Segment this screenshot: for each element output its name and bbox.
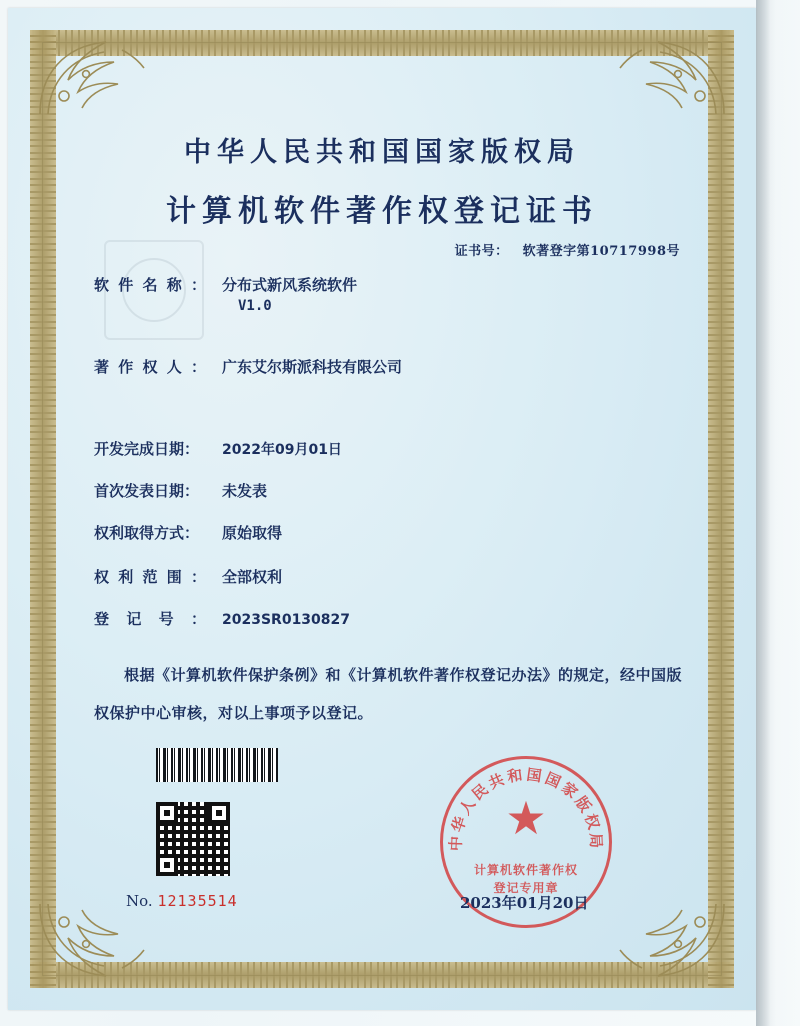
field-value: 未发表 — [222, 482, 268, 500]
field-label: 首次发表日期： — [94, 482, 200, 500]
field-label: 开发完成日期： — [94, 440, 200, 458]
seal-line-1: 计算机软件著作权 — [473, 863, 578, 877]
corner-flourish-icon — [34, 898, 154, 984]
field-software-version — [238, 296, 638, 314]
field-label: 权利取得方式： — [94, 524, 200, 542]
field-software-name — [94, 274, 694, 295]
serial-label: No. — [126, 892, 153, 910]
field-acquisition-method — [94, 522, 694, 543]
field-value: 分布式新风系统软件 — [222, 276, 358, 294]
certificate-number — [455, 240, 680, 259]
field-label: 著作权人： — [94, 358, 206, 376]
qr-finder-icon — [156, 802, 178, 824]
field-rights-scope — [94, 566, 694, 587]
field-value: 全部权利 — [222, 568, 283, 586]
field-registration-number — [94, 608, 694, 629]
corner-flourish-icon — [610, 34, 730, 120]
qr-finder-icon — [208, 802, 230, 824]
barcode — [156, 748, 278, 782]
field-value: 2022年09月01日 — [222, 442, 342, 458]
field-value: 广东艾尔斯派科技有限公司 — [222, 358, 403, 376]
field-development-date — [94, 438, 694, 459]
inner-frame-line — [42, 42, 722, 976]
statement-paragraph: 根据《计算机软件保护条例》和《计算机软件著作权登记办法》的规定，经中国版权保护中心审核，对以上事项予以登记。 — [94, 666, 683, 722]
serial-value: 12135514 — [157, 892, 238, 910]
field-value: 2023SR0130827 — [222, 612, 351, 628]
issuer-title: 中华人民共和国国家版权局 — [184, 137, 580, 168]
issue-date: 2023年01月20日 — [460, 894, 589, 912]
corner-flourish-icon — [34, 34, 154, 120]
seal-line-2: 登记专用章 — [493, 881, 559, 895]
official-seal: 中华人民共和国国家版权局 ★ 计算机软件著作权 登记专用章 — [440, 756, 612, 928]
field-value: 原始取得 — [222, 524, 283, 542]
serial-number — [126, 892, 238, 910]
qr-finder-icon — [156, 854, 178, 876]
field-label: 软件名称： — [94, 276, 206, 294]
field-label: 登记号： — [94, 610, 206, 628]
corner-flourish-icon — [610, 898, 730, 984]
svg-text:中华人民共和国国家版权局: 中华人民共和国国家版权局 — [446, 765, 606, 852]
page-title: 计算机软件著作权登记证书 — [166, 194, 598, 229]
qr-code — [156, 802, 230, 876]
certificate-number-value: 软著登字第10717998号 — [522, 244, 680, 259]
field-value: V1.0 — [238, 298, 272, 314]
field-first-publish-date — [94, 480, 694, 501]
field-copyright-owner — [94, 356, 694, 377]
certificate-paper — [8, 8, 756, 1010]
certificate-number-label: 证书号： — [454, 244, 509, 259]
scan-edge-gradient — [756, 0, 800, 1026]
field-label: 权利范围： — [94, 568, 206, 586]
